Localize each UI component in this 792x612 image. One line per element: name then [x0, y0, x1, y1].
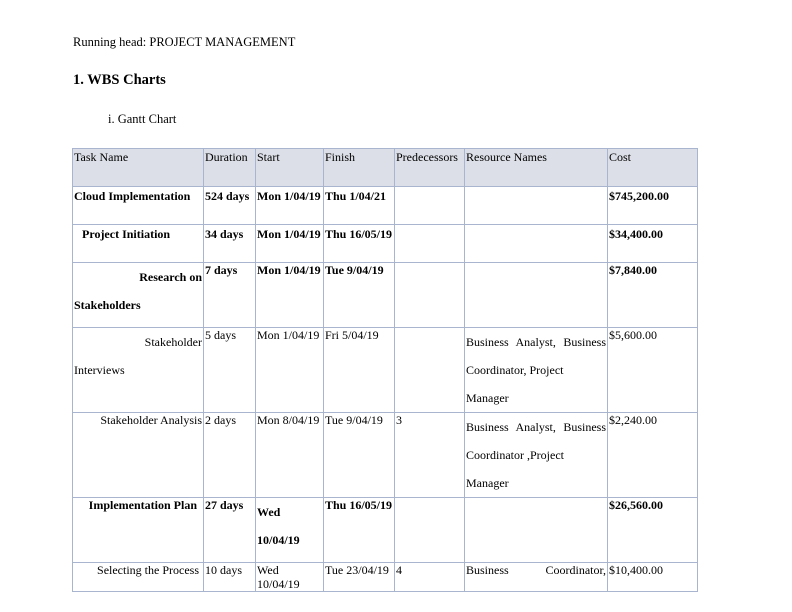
- resource-names-cell: [465, 225, 608, 263]
- task-name-cell: Stakeholder Interviews: [73, 328, 204, 413]
- table-row: [73, 225, 698, 263]
- duration-cell: 5 days: [204, 328, 256, 413]
- finish-cell: Tue 9/04/19: [324, 263, 395, 328]
- column-header-cost: Cost: [608, 149, 698, 187]
- finish-cell: Thu 1/04/21: [324, 187, 395, 225]
- table-row: [73, 413, 698, 498]
- duration-cell: 7 days: [204, 263, 256, 328]
- column-header-predecessors: Predecessors: [395, 149, 465, 187]
- running-head: Running head: PROJECT MANAGEMENT: [73, 35, 296, 49]
- resource-names-cell: Business Analyst, Business Coordinator ,Project Manager: [465, 413, 608, 498]
- finish-cell: Thu 16/05/19: [324, 498, 395, 563]
- task-name-cell: Selecting the Process: [73, 563, 204, 592]
- resource-names-cell: Business Analyst, Business Coordinator, Project Manager: [465, 328, 608, 413]
- resource-names-cell: [465, 498, 608, 563]
- task-name-cell: Implementation Plan: [73, 498, 204, 563]
- finish-cell: Fri 5/04/19: [324, 328, 395, 413]
- task-name-cell: Stakeholder Analysis: [73, 413, 204, 498]
- predecessors-cell: [395, 498, 465, 563]
- table-row: [73, 328, 698, 413]
- cost-cell: $26,560.00: [608, 498, 698, 563]
- duration-cell: 27 days: [204, 498, 256, 563]
- duration-cell: 524 days: [204, 187, 256, 225]
- cost-cell: $2,240.00: [608, 413, 698, 498]
- resource-names-cell: Business Coordinator,: [465, 563, 608, 592]
- start-cell: Wed 10/04/19: [256, 563, 324, 592]
- start-cell: Mon 1/04/19: [256, 225, 324, 263]
- section-heading: 1. WBS Charts: [73, 72, 166, 88]
- cost-cell: $5,600.00: [608, 328, 698, 413]
- cost-cell: $34,400.00: [608, 225, 698, 263]
- table-row: [73, 563, 698, 592]
- resource-names-cell: [465, 187, 608, 225]
- finish-cell: Tue 23/04/19: [324, 563, 395, 592]
- predecessors-cell: 4: [395, 563, 465, 592]
- predecessors-cell: [395, 225, 465, 263]
- finish-cell: Thu 16/05/19: [324, 225, 395, 263]
- resource-names-cell: [465, 263, 608, 328]
- duration-cell: 34 days: [204, 225, 256, 263]
- task-name-cell: Cloud Implementation: [73, 187, 204, 225]
- cost-cell: $745,200.00: [608, 187, 698, 225]
- predecessors-cell: [395, 187, 465, 225]
- start-cell: Mon 1/04/19: [256, 187, 324, 225]
- column-header-duration: Duration: [204, 149, 256, 187]
- cost-cell: $7,840.00: [608, 263, 698, 328]
- predecessors-cell: [395, 328, 465, 413]
- table-header-row: [73, 149, 698, 187]
- predecessors-cell: 3: [395, 413, 465, 498]
- duration-cell: 10 days: [204, 563, 256, 592]
- gantt-table: [72, 148, 698, 592]
- duration-cell: 2 days: [204, 413, 256, 498]
- start-cell: Mon 8/04/19: [256, 413, 324, 498]
- predecessors-cell: [395, 263, 465, 328]
- start-cell: Wed 10/04/19: [256, 498, 324, 563]
- column-header-resource-names: Resource Names: [465, 149, 608, 187]
- column-header-task-name: Task Name: [73, 149, 204, 187]
- table-row: [73, 263, 698, 328]
- table-row: [73, 498, 698, 563]
- column-header-start: Start: [256, 149, 324, 187]
- start-cell: Mon 1/04/19: [256, 328, 324, 413]
- task-name-cell: Project Initiation: [73, 225, 204, 263]
- sub-heading: i. Gantt Chart: [108, 112, 177, 126]
- finish-cell: Tue 9/04/19: [324, 413, 395, 498]
- start-cell: Mon 1/04/19: [256, 263, 324, 328]
- task-name-cell: Research on Stakeholders: [73, 263, 204, 328]
- cost-cell: $10,400.00: [608, 563, 698, 592]
- table-row: [73, 187, 698, 225]
- column-header-finish: Finish: [324, 149, 395, 187]
